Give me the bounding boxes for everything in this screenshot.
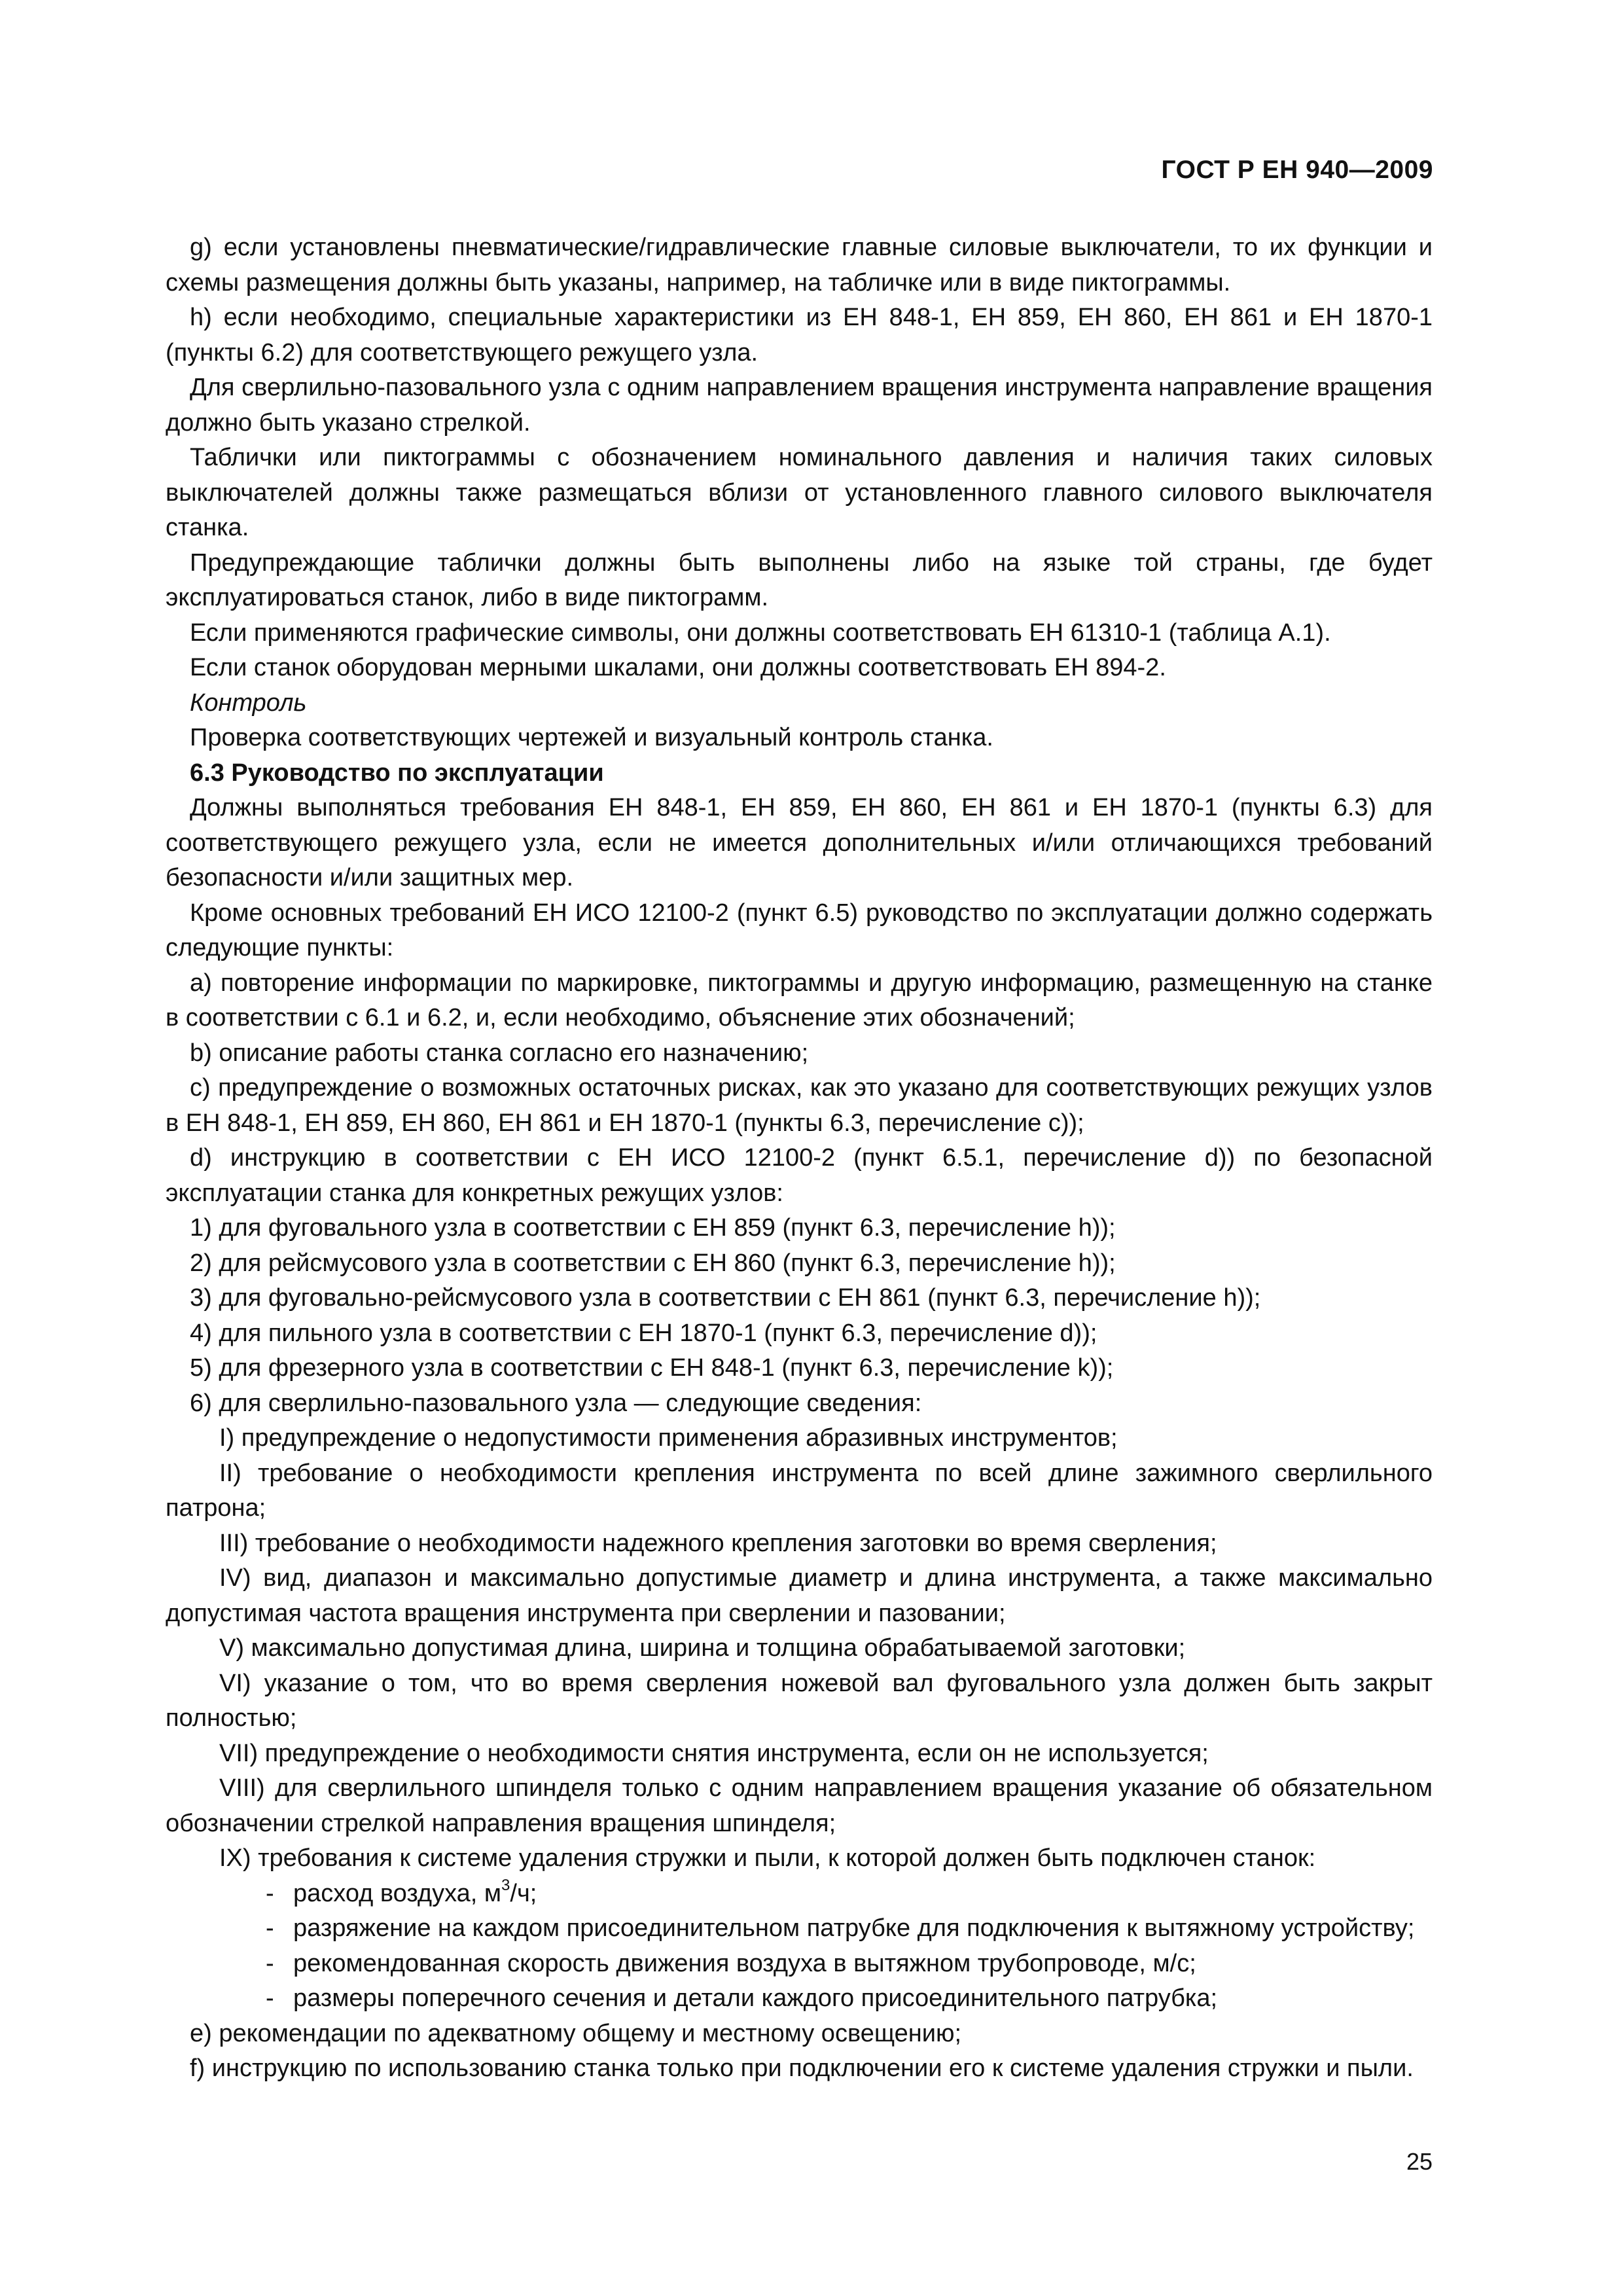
numbered-item: 6) для сверлильно-пазовального узла — следующие сведения: xyxy=(190,1389,922,1417)
control-label: Контроль xyxy=(190,689,307,717)
paragraph: Предупреждающие таблички должны быть выполнены либо на языке той страны, где будет эксплуатироваться станок, либо в виде пиктограмм. xyxy=(166,548,1433,611)
dash-text: расход воздуха, $м^3/ч$; xyxy=(293,1876,537,1907)
section-heading: 6.3 Руководство по эксплуатации xyxy=(190,759,604,787)
numbered-item: 2) для рейсмусового узла в соответствии с ЕН 860 (пункт 6.3, перечисление h)); xyxy=(190,1249,1116,1277)
paragraph: Таблички или пиктограммы с обозначением номинального давления и наличия таких силовых выключателей должны также размещаться вблизи от установленного главного силового выключателя станка. xyxy=(166,444,1433,541)
list-item-f: f) инструкцию по использованию станка только при подключении его к системе удаления стружки и пыли. xyxy=(190,2054,1414,2082)
document-body xyxy=(166,230,1433,2087)
paragraph: Если применяются графические символы, они должны соответствовать ЕН 61310-1 (таблица А.1). xyxy=(190,619,1331,647)
roman-item: II) требование о необходимости крепления инструмента по всей длине зажимного сверлильного патрона; xyxy=(166,1459,1433,1522)
numbered-item: 3) для фуговально-рейсмусового узла в соответствии с ЕН 861 (пункт 6.3, перечисление h)); xyxy=(190,1284,1261,1312)
roman-item: VIII) для сверлильного шпинделя только с одним направлением вращения указание об обязательном обозначении стрелкой направления вращения шпинделя; xyxy=(166,1774,1433,1837)
dash-text: рекомендованная скорость движения воздуха в вытяжном трубопроводе, м/с; xyxy=(293,1949,1196,1977)
roman-item: VII) предупреждение о необходимости снятия инструмента, если он не используется; xyxy=(219,1739,1209,1767)
dash-item xyxy=(166,1981,1433,2017)
list-item-g: g) если установлены пневматические/гидравлические главные силовые выключатели, то их функции и схемы размещения должны быть указаны, например, на табличке или в виде пиктограммы. xyxy=(166,234,1433,296)
dash-marker: - xyxy=(266,1879,274,1907)
numbered-item: 4) для пильного узла в соответствии с ЕН 1870-1 (пункт 6.3, перечисление d)); xyxy=(190,1319,1097,1347)
standard-code-header: ГОСТ Р ЕН 940—2009 xyxy=(1161,156,1433,184)
paragraph: Проверка соответствующих чертежей и визуальный контроль станка. xyxy=(190,724,993,751)
superscript: 3 xyxy=(501,1876,510,1894)
roman-item: IX) требования к системе удаления стружки и пыли, к которой должен быть подключен станок: xyxy=(219,1844,1316,1872)
roman-item: V) максимально допустимая длина, ширина и толщина обрабатываемой заготовки; xyxy=(219,1634,1186,1662)
list-item-h: h) если необходимо, специальные характеристики из ЕН 848-1, ЕН 859, ЕН 860, ЕН 861 и ЕН 1870-1 (пункты 6.2) для соответствующего режущего узла. xyxy=(166,304,1433,367)
numbered-item: 5) для фрезерного узла в соответствии с ЕН 848-1 (пункт 6.3, перечисление k)); xyxy=(190,1354,1114,1382)
paragraph: Кроме основных требований ЕН ИСО 12100-2 (пункт 6.5) руководство по эксплуатации должно содержать следующие пункты: xyxy=(166,899,1433,961)
roman-item: VI) указание о том, что во время сверления ножевой вал фуговального узла должен быть закрыт полностью; xyxy=(166,1669,1433,1732)
numbered-item: 1) для фуговального узла в соответствии с ЕН 859 (пункт 6.3, перечисление h)); xyxy=(190,1214,1116,1242)
dash-marker: - xyxy=(266,1914,274,1942)
dash-text: размеры поперечного сечения и детали каждого присоединительного патрубка; xyxy=(293,1984,1218,2012)
dash-item xyxy=(166,1946,1433,1982)
dash-text: разряжение на каждом присоединительном патрубке для подключения к вытяжному устройству; xyxy=(293,1914,1415,1942)
dash-item xyxy=(166,1876,1433,1912)
dash-marker: - xyxy=(266,1949,274,1977)
list-item-c: c) предупреждение о возможных остаточных рисках, как это указано для соответствующих режущих узлов в ЕН 848-1, ЕН 859, ЕН 860, ЕН 861 и ЕН 1870-1 (пункты 6.3, перечисление c)); xyxy=(166,1074,1433,1137)
list-item-b: b) описание работы станка согласно его назначению; xyxy=(190,1039,809,1067)
dash-item xyxy=(166,1911,1433,1946)
page-number: 25 xyxy=(1406,2148,1433,2175)
roman-item: I) предупреждение о недопустимости применения абразивных инструментов; xyxy=(219,1424,1118,1452)
paragraph: Если станок оборудован мерными шкалами, они должны соответствовать ЕН 894-2. xyxy=(190,654,1166,681)
paragraph: Должны выполняться требования ЕН 848-1, ЕН 859, ЕН 860, ЕН 861 и ЕН 1870-1 (пункты 6.3) для соответствующего режущего узла, если не имеется дополнительных и/или отличающихся требований безопасности и/или защитных мер. xyxy=(166,794,1433,891)
list-item-d: d) инструкцию в соответствии с ЕН ИСО 12100-2 (пункт 6.5.1, перечисление d)) по безопасной эксплуатации станка для конкретных режущих узлов: xyxy=(166,1144,1433,1207)
list-item-e: e) рекомендации по адекватному общему и местному освещению; xyxy=(190,2019,962,2047)
roman-item: III) требование о необходимости надежного крепления заготовки во время сверления; xyxy=(219,1529,1217,1557)
dash-marker: - xyxy=(266,1984,274,2012)
roman-item: IV) вид, диапазон и максимально допустимые диаметр и длина инструмента, а также максимально допустимая частота вращения инструмента при сверлении и пазовании; xyxy=(166,1564,1433,1627)
list-item-a: a) повторение информации по маркировке, пиктограммы и другую информацию, размещенную на станке в соответствии с 6.1 и 6.2, и, если необходимо, объяснение этих обозначений; xyxy=(166,969,1433,1031)
paragraph: Для сверлильно-пазовального узла с одним направлением вращения инструмента направление вращения должно быть указано стрелкой. xyxy=(166,374,1433,437)
